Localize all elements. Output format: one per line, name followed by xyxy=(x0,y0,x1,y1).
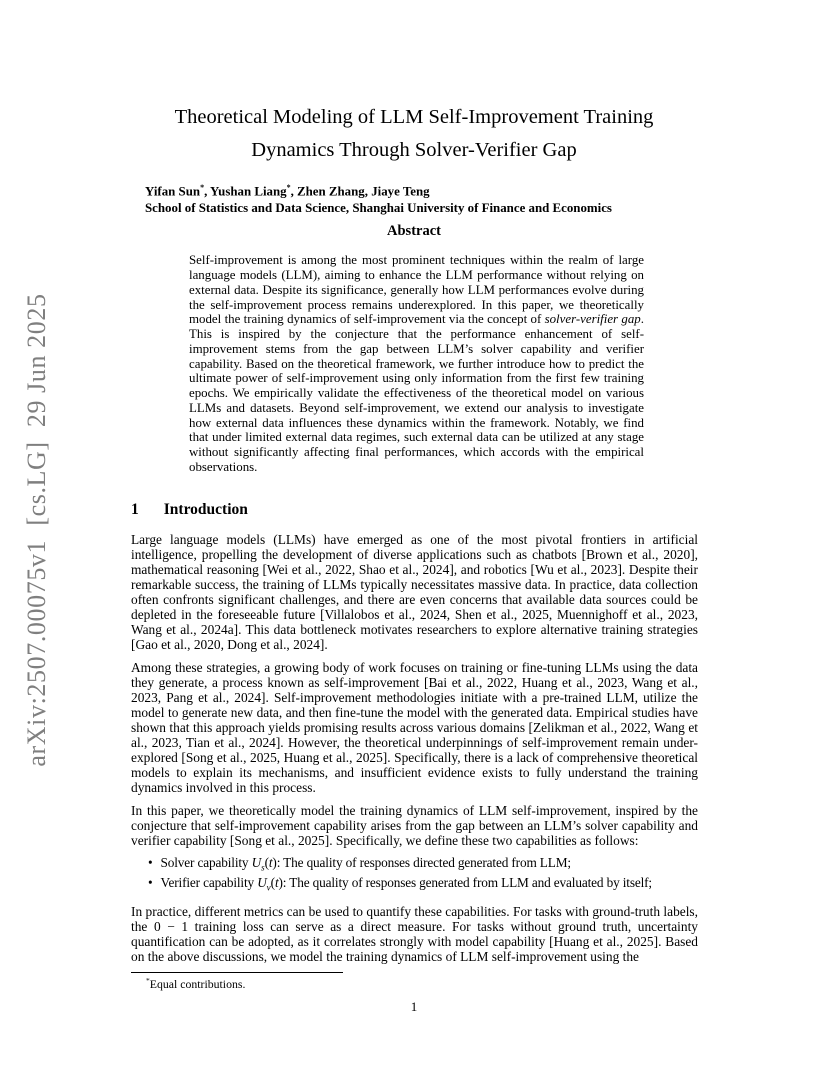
author-name: , Zhen Zhang, Jiaye Teng xyxy=(290,184,430,199)
math-subscript: v xyxy=(266,882,271,893)
footnote-text: Equal contributions. xyxy=(149,976,246,991)
abstract-part-2: . This is inspired by the conjecture that the performance enhancement of self-improvement stems from the gap between LLM’s solver capability and verifier capability. Based on the theoretical framework, we further introduce how to predict the ultimate power of self-improvement using only information from the first few training epochs. We empirically validate the effectiveness of the theoretical model on various LLMs and datasets. Beyond self-improvement, we extend our analysis to investigate how external data influences these dynamics within the framework. Notably, we find that under limited external data regimes, such external data can be utilized at any stage without significantly affecting final performances, which accords with the empirical observations. xyxy=(189,312,644,474)
equal-contribution-mark: * xyxy=(200,183,205,192)
abstract-heading: Abstract xyxy=(387,223,441,240)
paper-title xyxy=(0,0,828,167)
arxiv-watermark: arXiv:2507.00075v1 [cs.LG] 29 Jun 2025 xyxy=(22,293,51,767)
bullet-marker xyxy=(148,875,153,890)
bullet-text: : The quality of responses generated from LLM and evaluated by itself; xyxy=(282,875,652,891)
section-title: Introduction xyxy=(163,500,248,518)
title-line-2: Dynamics Through Solver-Verifier Gap xyxy=(251,139,577,161)
footnote-divider xyxy=(131,972,343,973)
math-var: U xyxy=(257,875,267,891)
section-number: 1 xyxy=(131,500,139,518)
abstract-text xyxy=(189,253,644,474)
footnote xyxy=(146,976,828,992)
math-var: U xyxy=(251,854,262,870)
capability-definitions-list xyxy=(148,855,708,896)
paragraph: In this paper, we theoretically model the training dynamics of LLM self-improvement, inspired by the conjecture that self-improvement capability arises from the gap between an LLM’s solver capability and verifier capability [Song et al., 2025]. Specifically, we define these two capabilities as follows: xyxy=(131,802,698,848)
math-paren: ( xyxy=(270,875,275,891)
paragraph: Large language models (LLMs) have emerged as one of the most pivotal frontiers in artificial intelligence, propelling the development of diverse applications such as chatbots [Brown et al., 2020], mathematical reasoning [Wei et al., 2022, Shao et al., 2024], and robotics [Wu et al., 2023]. Despite their remarkable success, the training of LLMs typically necessitates massive data. In practice, data collection often confronts significant challenges, and there are even concerns that available data sources could be depleted in the foreseeable future [Villalobos et al., 2024, Shen et al., 2025, Muennighoff et al., 2023, Wang et al., 2024a]. This data bottleneck motivates researchers to explore alternative training strategies [Gao et al., 2020, Dong et al., 2024]. xyxy=(131,531,698,652)
bullet-text: : The quality of responses directed generated from LLM; xyxy=(276,854,571,870)
math-expression: 0 − 1 xyxy=(153,918,189,934)
bullet-text: Verifier capability xyxy=(160,875,258,891)
equal-contribution-mark: * xyxy=(286,183,291,192)
list-item-verifier-capability xyxy=(148,875,708,896)
math-paren: ) xyxy=(278,875,283,891)
author-block xyxy=(145,179,828,217)
author-name: , Yushan Liang xyxy=(204,184,287,199)
abstract-italic-term: solver-verifier gap xyxy=(544,312,641,327)
affiliation: School of Statistics and Data Science, Shanghai University of Finance and Economics xyxy=(145,201,612,216)
section-heading-introduction xyxy=(131,501,828,519)
title-line-1: Theoretical Modeling of LLM Self-Improvement Training xyxy=(174,106,654,128)
math-var: t xyxy=(268,854,273,870)
abstract-part-1: Self-improvement is among the most prominent techniques within the realm of large language models (LLM), aiming to enhance the LLM performance without relying on external data. Despite its significance, generally how LLM performances evolve during the self-improvement process remains underexplored. In this paper, we theoretically model the training dynamics of self-improvement via the concept of xyxy=(189,253,644,327)
footnote-mark: * xyxy=(146,975,150,985)
paragraph: Among these strategies, a growing body of work focuses on training or fine-tuning LLMs using the data they generate, a process known as self-improvement [Bai et al., 2022, Huang et al., 2023, Wang et al., 2023, Pang et al., 2024]. Self-improvement methodologies initiate with a pre-trained LLM, utilize the model to generate new data, and then fine-tune the model with the generated data. Empirical studies have shown that this approach yields promising results across various domains [Zelikman et al., 2022, Wang et al., 2023, Tian et al., 2024]. However, the theoretical underpinnings of self-improvement remain under-explored [Song et al., 2025, Huang et al., 2025]. Specifically, there is a lack of comprehensive theoretical models to explain its mechanisms, and insufficient evidence exists to fully understand the training dynamics involved in this process. xyxy=(131,659,698,795)
paragraph xyxy=(131,904,698,964)
bullet-text: Solver capability xyxy=(160,854,252,870)
list-item-solver-capability xyxy=(148,855,708,876)
math-var: t xyxy=(274,875,279,891)
bullet-marker xyxy=(148,855,153,870)
paragraph-part: training loss can serve as a direct measure. For tasks without ground truth, uncertainty quantification can be adopted, as it correlates strongly with model capability [Huang et al., 2025]. Based on the above discussions, we model the training dynamics of LLM self-improvement using the xyxy=(131,918,698,964)
math-paren: ) xyxy=(272,854,277,870)
author-names xyxy=(145,179,828,200)
paragraph-part: In practice, different metrics can be used to quantify these capabilities. For tasks with ground-truth labels, the xyxy=(131,903,698,934)
author-name: Yifan Sun xyxy=(145,184,201,199)
math-subscript: s xyxy=(261,862,265,873)
math-paren: ( xyxy=(264,854,269,870)
page-number: 1 xyxy=(410,999,418,1014)
